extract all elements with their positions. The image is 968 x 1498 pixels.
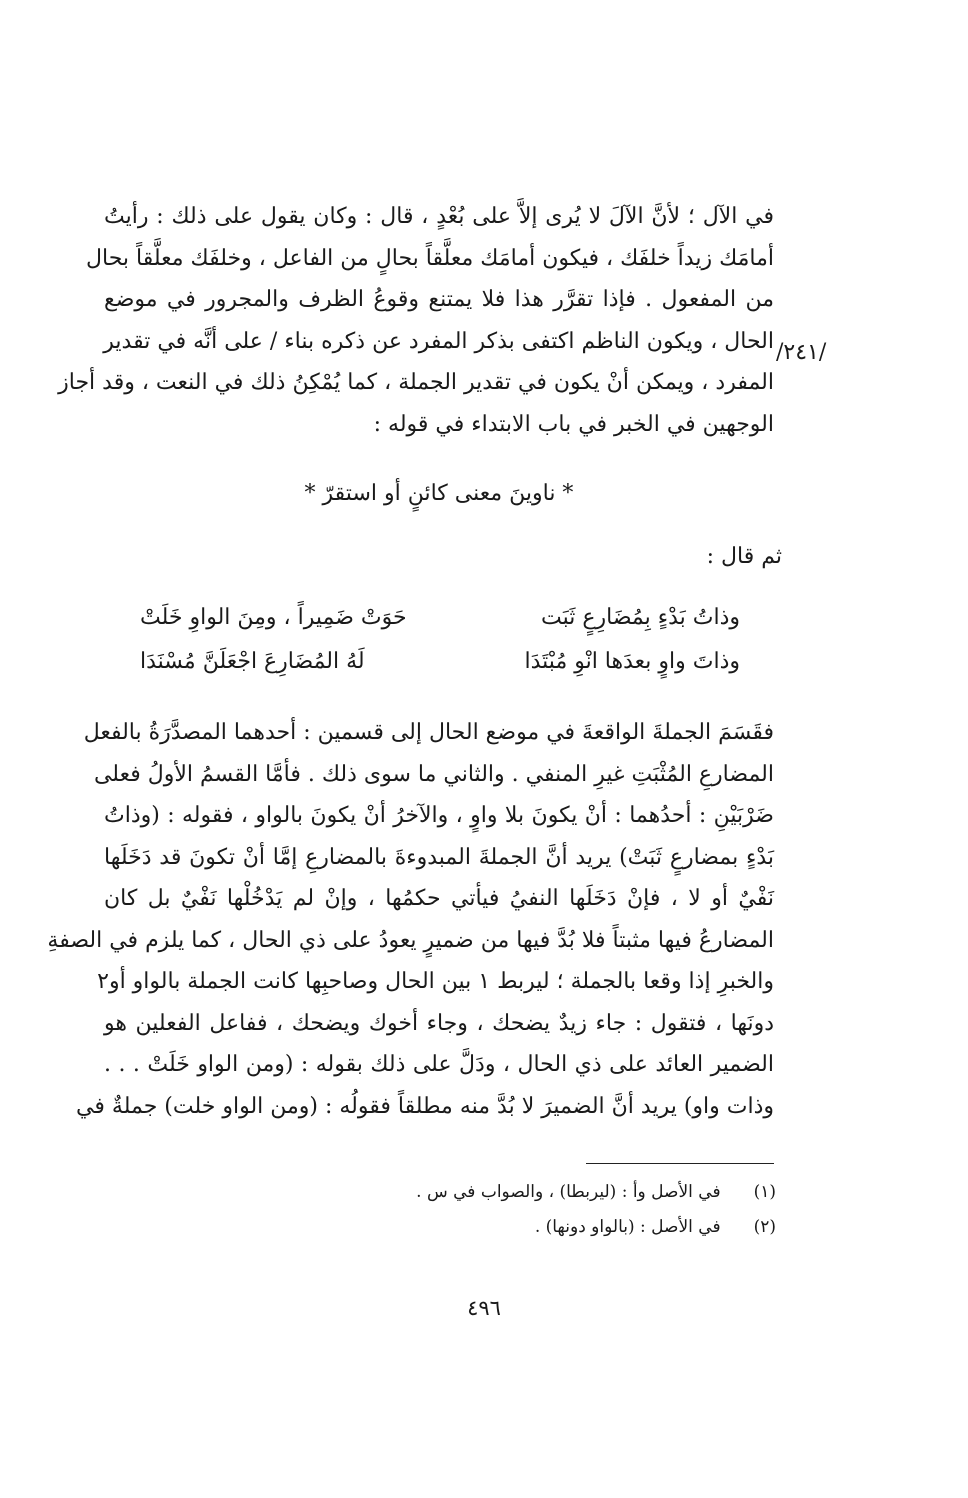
verse-second-hemistich: حَوَتْ ضَمِيراً ، ومِنَ الواوِ خَلَتْ [140,605,407,630]
footnote-text: في الأصل وأ : (ليربطا) ، والصواب في س . [416,1182,721,1202]
page-number: ٤٩٦ [467,1296,501,1320]
verse-line [140,598,740,638]
text-line: بَدْءٍ بمضارعٍ ثَبَتْ) يريد أنَّ الجملةَ المبدوءةَ بالمضارعِ إمَّا أنْ تكونَ قد دَخَلَها [104,844,774,870]
quoted-hemistich: * ناوينَ معنى كائنٍ أو استقرّ * [304,481,574,506]
text-line: من المفعول . فإذا تقرَّر هذا فلا يمتنع وقوعُ الظرف والمجرور في موضع [104,287,774,312]
text-line: والخبرِ إذا وقعا بالجملة ؛ ليربط ١ بين الحال وصاحبِها كانت الجملة بالواو أو٢ [97,969,774,994]
text-line: أمامَك زيداً خلفَك ، فيكون أمامَك معلَّقاً بحالٍ من الفاعل ، وخلفَك معلَّقاً بحال [86,245,774,271]
text-line: الضمير العائد على ذي الحال ، ودَلَّ على ذلك بقوله : (ومن الواو خَلَتْ . . . [104,1052,774,1077]
text-line: دونَها ، فتقول : جاء زيدٌ يضحك ، وجاء أخوك ويضحك ، ففاعل الفعلين هو [104,1010,774,1036]
paragraph-1 [58,196,774,445]
text-line: نَفْيٌ أو لا ، فإنْ دَخَلَها النفيُ فيأتي حكمُها ، وإنْ لم يَدْخُلْها نَفْيٌ بل كان [104,886,774,911]
footnote-number: (٢) [753,1217,776,1237]
text-line: المضارعُ فيها مثبتاً فلا بُدَّ فيها من ضميرٍ يعودُ على ذي الحال ، كما يلزم في الصفةِ [47,927,774,953]
footnote [535,1213,776,1241]
paragraph-2 [47,712,774,1127]
intro-line: ثم قال : [706,544,782,569]
verse-first-hemistich: وذاتُ بَدْءٍ بِمُضَارِعٍ ثَبَت [541,605,740,630]
text-line: فقَسَمَ الجملةَ الواقعةَ في موضع الحال إلى قسمين : أحدهما المصدَّرَةُ بالفعل [83,720,774,745]
verse-first-hemistich: وذاتَ واوٍ بعدَها انْوِ مُبْتَدَا [524,649,740,674]
text-line: ضَرْبَيْنِ : أحدُهما : أنْ يكونَ بلا واوٍ ، والآخرُ أنْ يكونَ بالواو ، فقوله : (وذاتُ [104,803,774,828]
verse-line [140,642,740,682]
footnote [416,1178,776,1206]
footnote-number: (١) [753,1182,776,1202]
verse-second-hemistich: لَهُ المُضَارِعَ اجْعَلَنَّ مُسْنَدَا [140,649,365,674]
margin-folio-note: /٢٤١/ [776,340,827,365]
footnote-divider [586,1163,774,1164]
text-line: المضارعِ المُثْبَتِ غيرِ المنفي . والثاني ما سوى ذلك . فأمَّا القسمُ الأولُ فعلى [93,761,774,787]
text-line: الوجهين في الخبر في باب الابتداء في قوله : [373,411,774,437]
text-line: المفرد ، ويمكن أنْ يكون في تقدير الجملة ، كما يُمْكِنُ ذلك في النعت ، وقد أجاز [58,370,774,395]
text-line: في الآل ؛ لأنَّ الآلَ لا يُرى إلاَّ على بُعْدٍ ، قال : وكان يقول على ذلك : رأيتُ [104,204,774,229]
text-line: وذات واو) يريد أنَّ الضميرَ لا بُدَّ منه مطلقاً فقولُه : (ومن الواو خلت) جملةٌ في [76,1093,774,1119]
text-line: الحال ، ويكون الناظم اكتفى بذكر المفرد عن ذكره بناء / على أنَّه في تقدير [103,328,774,354]
footnote-text: في الأصل : (بالواو دونها) . [534,1217,721,1237]
